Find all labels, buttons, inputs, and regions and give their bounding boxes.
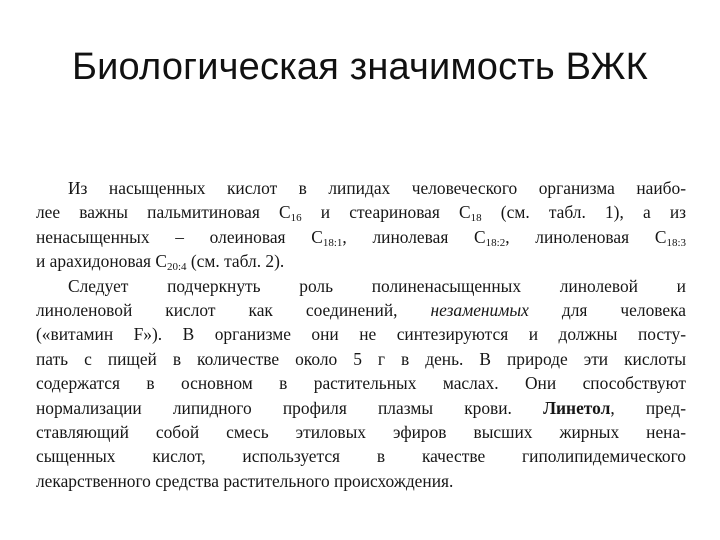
text-segment: , линоленовая С bbox=[505, 226, 667, 247]
text-line bbox=[36, 274, 686, 298]
slide-title: Биологическая значимость ВЖК bbox=[71, 46, 649, 88]
text-segment: ненасыщенных – олеиновая С bbox=[36, 226, 323, 247]
text-segment: ставляющий собой смесь этиловых эфиров высших жирных нена- bbox=[36, 421, 686, 442]
text-line bbox=[36, 200, 686, 224]
text-segment: (см. табл. 2). bbox=[186, 251, 285, 272]
scanned-text-block bbox=[36, 176, 686, 493]
text-segment: нормализации липидного профиля плазмы крови. bbox=[36, 397, 544, 418]
text-segment: и стеариновая С bbox=[301, 202, 471, 223]
text-segment: для человека bbox=[528, 299, 686, 320]
subscript: 16 bbox=[290, 212, 302, 225]
text-line bbox=[36, 322, 686, 346]
text-segment: , пред- bbox=[610, 397, 686, 418]
text-line bbox=[36, 371, 686, 395]
text-line bbox=[36, 298, 686, 322]
bold-term: Линетол bbox=[543, 397, 611, 418]
subscript: 18:3 bbox=[666, 236, 687, 249]
text-line bbox=[36, 420, 686, 444]
text-segment: Из насыщенных кислот в липидах человеческого организма наибо- bbox=[68, 178, 686, 198]
text-segment: и арахидоновая С bbox=[36, 251, 167, 272]
text-line bbox=[36, 396, 686, 420]
subscript: 18:2 bbox=[485, 236, 506, 249]
text-segment: линоленовой кислот как соединений, bbox=[36, 299, 431, 320]
text-segment: лекарственного средства растительного происхождения. bbox=[36, 470, 454, 491]
text-segment: Следует подчеркнуть роль полиненасыщенных линолевой и bbox=[68, 275, 686, 296]
text-segment: , линолевая С bbox=[342, 226, 486, 247]
text-segment: лее важны пальмитиновая С bbox=[36, 202, 291, 223]
text-line bbox=[36, 176, 686, 200]
text-line bbox=[36, 444, 686, 468]
text-segment: содержатся в основном в растительных маслах. Они способствуют bbox=[36, 373, 686, 394]
text-segment: сыщенных кислот, используется в качестве гиполипидемического bbox=[36, 446, 686, 467]
text-segment: (см. табл. 1), а из bbox=[481, 202, 686, 223]
subscript: 20:4 bbox=[166, 261, 187, 274]
italic-term: незаменимых bbox=[430, 299, 529, 320]
subscript: 18:1 bbox=[322, 236, 343, 249]
text-line bbox=[36, 249, 686, 273]
subscript: 18 bbox=[470, 212, 482, 225]
text-segment: («витамин F»). В организме они не синтезируются и должны посту- bbox=[36, 324, 686, 345]
text-line bbox=[36, 225, 686, 249]
text-line bbox=[36, 347, 686, 371]
text-line bbox=[36, 469, 686, 493]
text-segment: пать с пищей в количестве около 5 г в день. В природе эти кислоты bbox=[36, 348, 686, 369]
